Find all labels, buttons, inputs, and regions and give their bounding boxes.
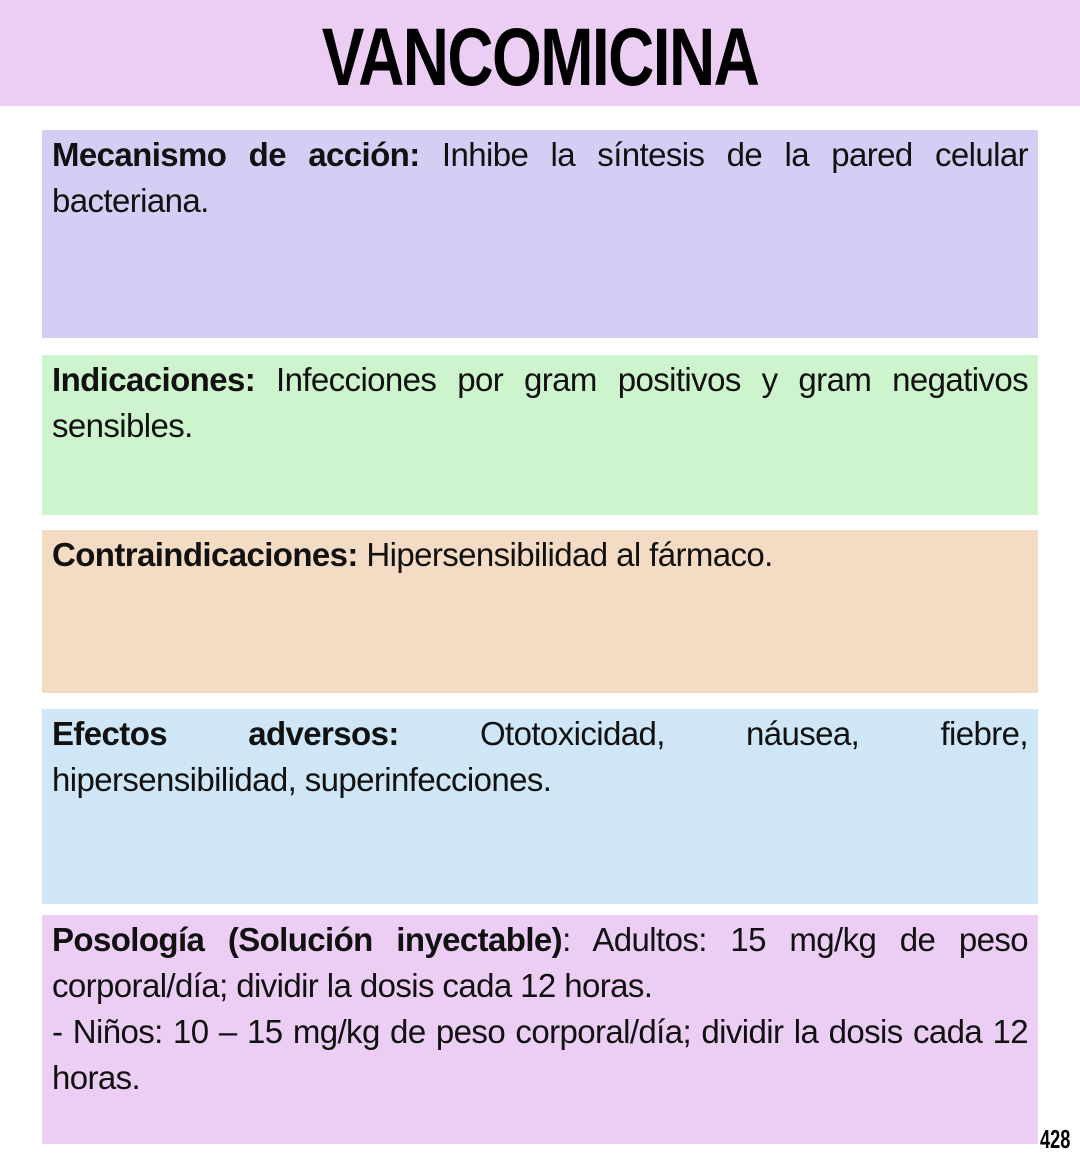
section-text-ninos: - Niños: 10 – 15 mg/kg de peso corporal/día; dividir la dosis cada 12 horas. — [52, 1013, 1028, 1096]
section-text: : Adultos: 15 mg/kg de peso corporal/día; dividir la dosis cada 12 horas. — [52, 921, 1028, 1004]
section-label: Contraindicaciones: — [52, 536, 358, 573]
section-text: Hipersensibilidad al fármaco. — [357, 536, 773, 573]
section-text: Infecciones por gram positivos y gram negativos sensibles. — [52, 361, 1028, 444]
section-label: Mecanismo de acción: — [52, 136, 420, 173]
section-indicaciones — [42, 355, 1038, 515]
section-text: Ototoxicidad, náusea, fiebre, — [398, 715, 1028, 752]
section-contraindicaciones — [42, 530, 1038, 693]
page-number: 428 — [1040, 1124, 1071, 1154]
page-title: VANCOMICINA — [321, 12, 759, 103]
section-label: Indicaciones: — [52, 361, 256, 398]
section-text-continued: hipersensibilidad, superinfecciones. — [52, 761, 552, 798]
section-text: Inhibe la síntesis de la pared celular bacteriana. — [52, 136, 1029, 219]
section-label: Posología (Solución inyectable) — [52, 921, 563, 958]
title-banner — [0, 0, 1080, 106]
section-efectos-adversos — [42, 709, 1038, 904]
section-mecanismo — [42, 130, 1038, 338]
section-posologia — [42, 915, 1038, 1144]
section-label: Efectos adversos: — [52, 715, 399, 752]
